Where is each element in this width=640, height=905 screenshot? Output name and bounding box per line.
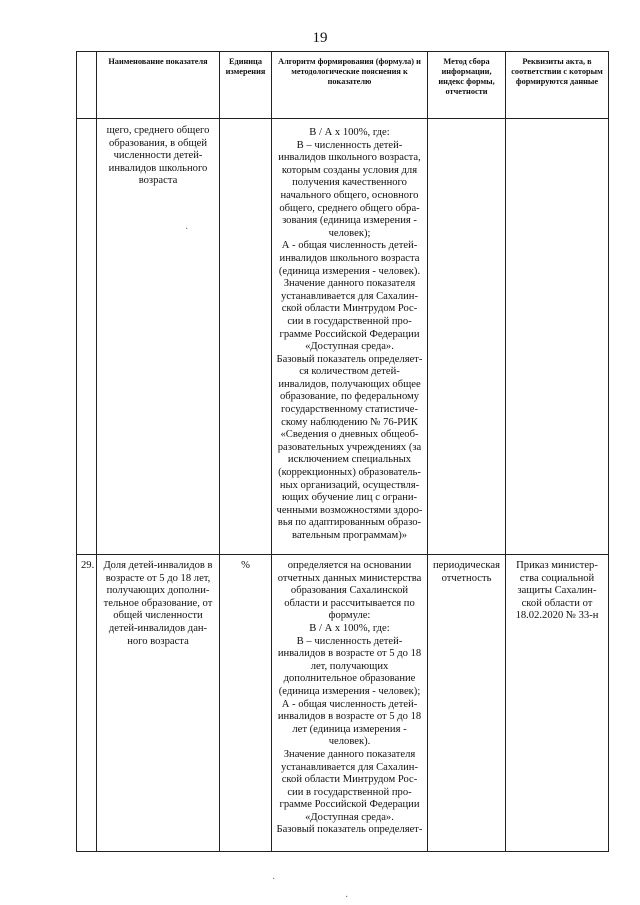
- text-line: инвалидов в возрасте от 5 до 18: [277, 711, 422, 723]
- indicator-name-text: [97, 119, 219, 188]
- text-line: образования Сахалинской: [290, 585, 409, 597]
- text-line: ченными возможностями здоро-: [276, 504, 423, 516]
- text-line: Доля детей-инвалидов в: [103, 560, 213, 571]
- text-line: ного возраста: [127, 635, 189, 647]
- table-header-row: [77, 52, 609, 119]
- text-line: «Доступная среда».: [305, 341, 394, 353]
- text-line: 18.02.2020 № 33-н: [515, 610, 599, 622]
- text-line: ся количеством детей-: [299, 366, 400, 378]
- text-line: Значение данного показателя: [283, 278, 416, 290]
- text-line: ской области Минтрудом Рос-: [281, 774, 418, 786]
- text-line: тельное образование, от: [103, 597, 213, 609]
- text-line: возрасте от 5 до 18 лет,: [105, 572, 211, 584]
- text-line: инвалидов, получающих общее: [278, 378, 421, 390]
- text-line: грамме Российской Федерации: [279, 799, 420, 811]
- row-number: 29.: [81, 560, 95, 571]
- text-line: В – численность детей-: [296, 139, 403, 151]
- text-line: В / А x 100%, где:: [309, 622, 390, 634]
- text-line: образования, в общей: [108, 137, 208, 149]
- text-line: формуле:: [328, 610, 371, 622]
- header-algorithm: Алгоритм формирования (формула) и методологические пояснения к показателю: [272, 52, 428, 119]
- unit-cell: [220, 119, 272, 555]
- text-line: разовательных учреждениях (за: [277, 441, 422, 453]
- text-line: скому наблюдению № 76-РИК: [281, 416, 418, 428]
- table-row: [77, 555, 609, 852]
- text-line: начального общего, основного: [280, 189, 419, 201]
- text-line: Приказ министер-: [516, 560, 598, 571]
- text-line: общего, среднего общего обра-: [279, 202, 420, 214]
- page-number: 19: [312, 30, 328, 46]
- text-line: лет, получающих: [310, 660, 389, 672]
- text-line: «Доступная среда».: [305, 811, 394, 823]
- text-line: человек).: [328, 736, 371, 748]
- text-line: сии в государственной про-: [287, 786, 412, 798]
- text-line: области и рассчитывается по: [284, 597, 415, 609]
- text-line: лет (единица измерения -: [292, 723, 407, 735]
- text-line: образование, по федеральному: [279, 391, 420, 403]
- text-line: защиты Сахалин-: [517, 585, 597, 597]
- header-indicator-name: Наименование показателя: [97, 52, 220, 119]
- scan-speck: ·: [185, 224, 189, 235]
- text-line: инвалидов школьного: [108, 162, 208, 174]
- header-unit: Единица измерения: [220, 52, 272, 119]
- text-line: получения качественного: [292, 177, 407, 189]
- method-cell: [428, 555, 506, 852]
- scan-speck: ·: [272, 874, 276, 885]
- act-cell: [506, 119, 609, 555]
- table-row: [77, 119, 609, 555]
- text-line: получающих дополни-: [106, 585, 210, 597]
- text-line: инвалидов школьного возраста,: [278, 152, 421, 164]
- text-line: ской области от: [521, 597, 593, 609]
- text-line: (единица измерения - человек);: [278, 685, 421, 697]
- text-line: отчетность: [441, 572, 492, 584]
- text-line: определяется на основании: [287, 560, 412, 571]
- row-number-cell: [77, 119, 97, 555]
- method-cell: [428, 119, 506, 555]
- text-line: ства социальной: [519, 572, 595, 584]
- text-line: вательным программам)»: [291, 530, 408, 541]
- indicator-table: [76, 51, 609, 852]
- text-line: государственному статистиче-: [280, 404, 419, 416]
- text-line: детей-инвалидов дан-: [108, 622, 208, 634]
- text-line: инвалидов в возрасте от 5 до 18: [277, 648, 422, 660]
- text-line: А - общая численность детей-: [281, 698, 418, 710]
- act-cell: [506, 555, 609, 852]
- header-method: Метод сбора информации, индекс формы, отчетности: [428, 52, 506, 119]
- text-line: инвалидов школьного возраста: [279, 252, 420, 264]
- text-line: исключением специальных: [287, 454, 412, 466]
- text-line: отчетных данных министерства: [277, 572, 422, 584]
- text-line: В / А x 100%, где:: [309, 127, 390, 138]
- text-line: (коррекционных) образователь-: [278, 467, 421, 479]
- header-number: [77, 52, 97, 119]
- text-line: возраста: [138, 175, 178, 187]
- text-line: численности детей-: [113, 150, 203, 162]
- text-line: общей численности: [113, 610, 203, 622]
- row-number-cell: [77, 555, 97, 852]
- text-line: А - общая численность детей-: [281, 240, 418, 252]
- text-line: грамме Российской Федерации: [279, 328, 420, 340]
- text-line: вья по адаптированным образо-: [277, 517, 422, 529]
- scan-speck: ·: [345, 892, 349, 903]
- text-line: устанавливается для Сахалин-: [281, 290, 418, 302]
- text-line: Базовый показатель определяет-: [276, 824, 423, 836]
- text-line: ющих обучение лиц с ограни-: [281, 492, 418, 504]
- algorithm-text: [272, 119, 427, 543]
- text-line: устанавливается для Сахалин-: [281, 761, 418, 773]
- unit-cell: [220, 555, 272, 852]
- indicator-name-text: [97, 555, 219, 648]
- algorithm-cell: [272, 555, 428, 852]
- text-line: Значение данного показателя: [283, 748, 416, 760]
- text-line: зования (единица измерения -: [282, 215, 417, 227]
- text-line: дополнительное образование: [283, 673, 416, 685]
- text-line: (единица измерения - человек).: [278, 265, 421, 277]
- text-line: ных организаций, осуществля-: [279, 479, 420, 491]
- text-line: ской области Минтрудом Рос-: [281, 303, 418, 315]
- act-text: [506, 555, 608, 623]
- indicator-name-cell: [97, 555, 220, 852]
- text-line: периодическая: [433, 560, 500, 571]
- text-line: В – численность детей-: [296, 635, 403, 647]
- method-text: [428, 555, 505, 585]
- text-line: которым созданы условия для: [281, 164, 418, 176]
- unit-value: %: [241, 560, 250, 571]
- algorithm-cell: [272, 119, 428, 555]
- text-line: щего, среднего общего: [106, 125, 210, 136]
- text-line: человек);: [328, 227, 371, 239]
- text-line: «Сведения о дневных общеоб-: [280, 429, 419, 441]
- text-line: Базовый показатель определяет-: [276, 353, 423, 365]
- algorithm-text: [272, 555, 427, 837]
- indicator-name-cell: [97, 119, 220, 555]
- header-act-details: Реквизиты акта, в соответствии с которым формируются данные: [506, 52, 609, 119]
- text-line: сии в государственной про-: [287, 315, 412, 327]
